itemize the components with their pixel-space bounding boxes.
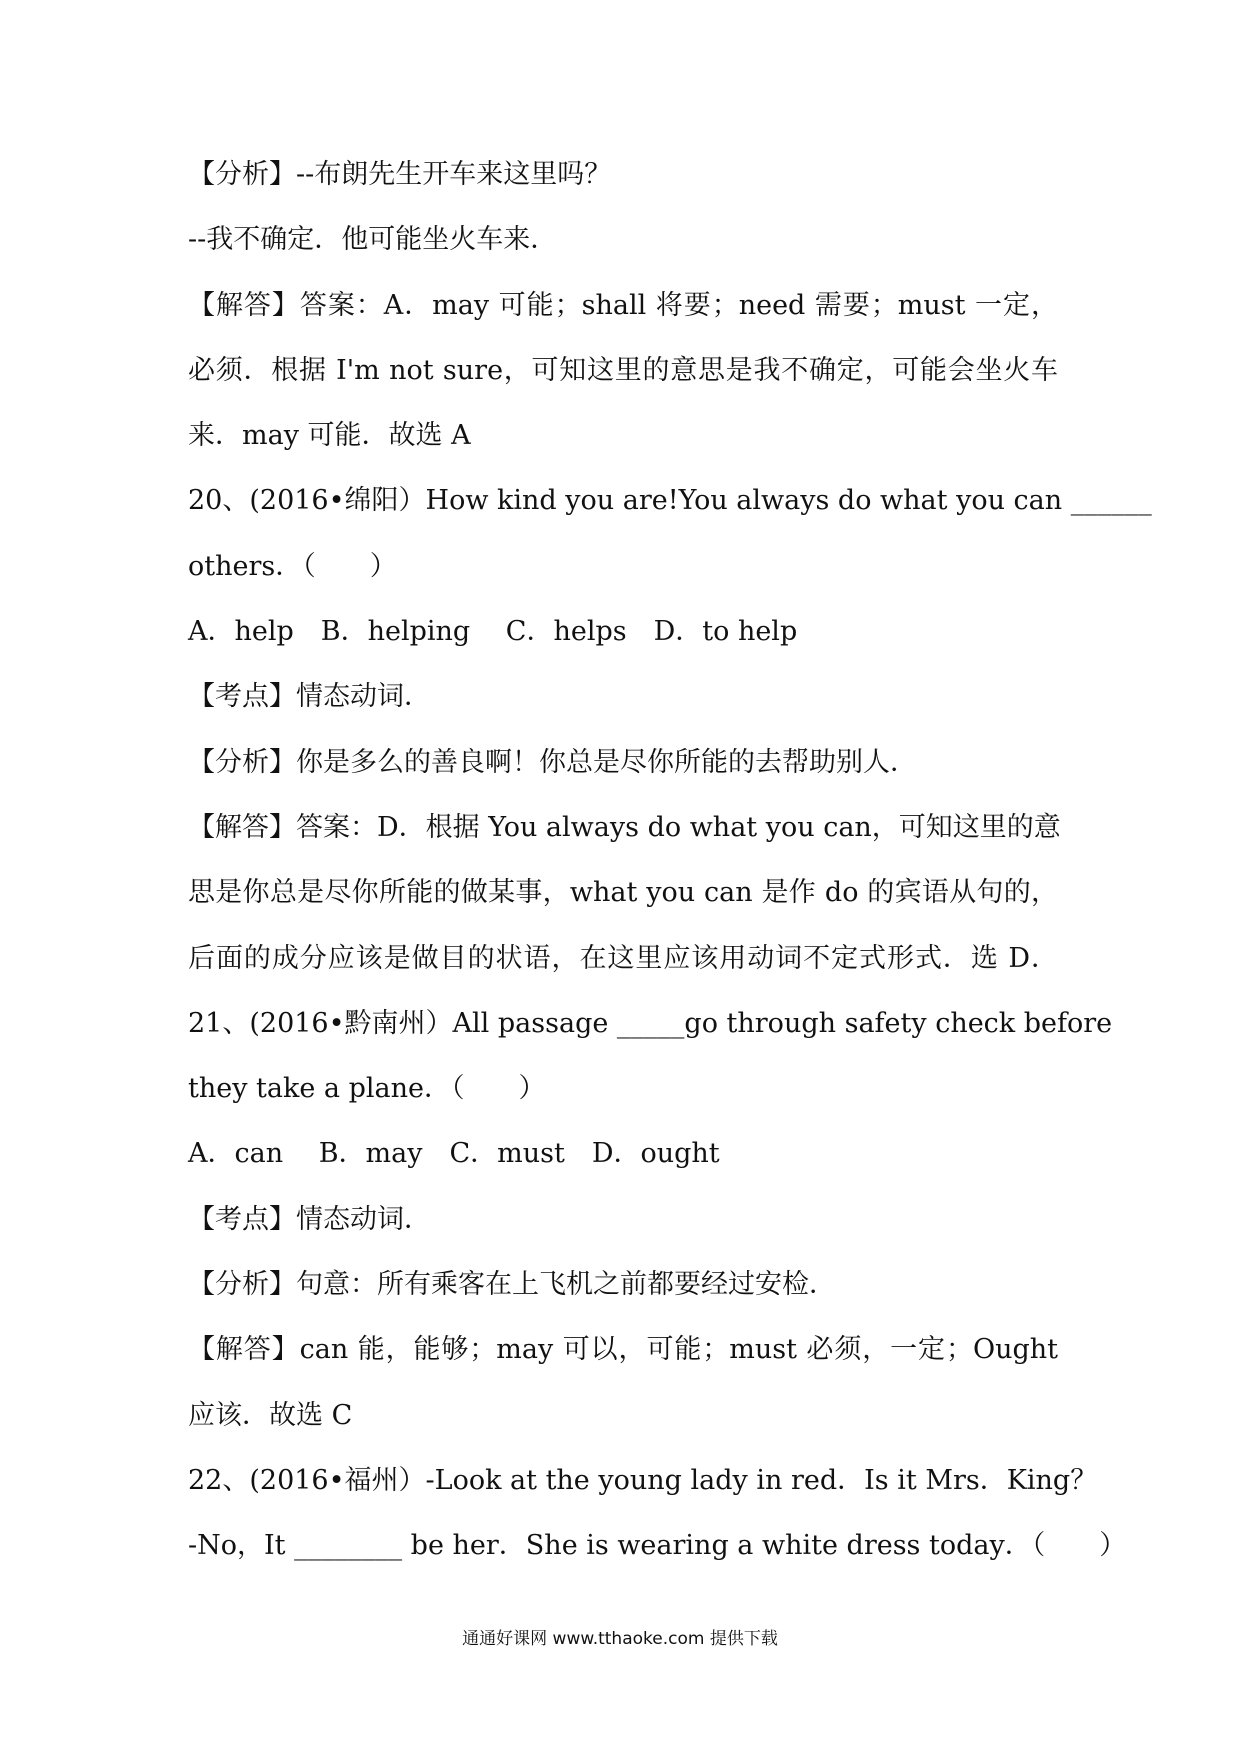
question-20: 20、(2016•绵阳）How kind you are!You always do what you can ______	[188, 485, 1152, 517]
text-line: -No，It ________ be her．She is wearing a white dress today．（ ）	[188, 1530, 1127, 1562]
question-21: 21、(2016•黔南州）All passage _____go through safety check before	[188, 1007, 1113, 1039]
page-footer: 通通好课网 www.tthaoke.com 提供下载	[462, 1629, 778, 1649]
analysis-line: 【分析】--布朗先生开车来这里吗？	[188, 159, 612, 190]
text-line: 思是你总是尽你所能的做某事，what you can 是作 do 的宾语从句的，	[188, 877, 1058, 909]
text-line: they take a plane．（ ）	[188, 1073, 546, 1105]
analysis-line: 【分析】句意：所有乘客在上飞机之前都要经过安检．	[188, 1269, 836, 1301]
text-line: 必须．根据 I'm not sure，可知这里的意思是我不确定，可能会坐火车	[188, 354, 1058, 386]
key-point-line: 【考点】情态动词．	[188, 1203, 431, 1235]
answer-line: 【解答】答案：D．根据 You always do what you can，可知这里的意	[188, 811, 1061, 843]
options-line: A．can B．may C．must D．ought	[188, 1138, 720, 1170]
options-line: A．help B．helping C．helps D．to help	[188, 616, 798, 648]
document-body	[188, 155, 1152, 1592]
text-line: 应该．故选 C	[188, 1399, 353, 1431]
key-point-line: 【考点】情态动词．	[188, 681, 431, 713]
answer-line: 【解答】can 能，能够；may 可以，可能；must 必须，一定；Ought	[188, 1334, 1058, 1366]
answer-line: 【解答】答案：A．may 可能；shall 将要；need 需要；must 一定，	[188, 289, 1058, 321]
analysis-line: 【分析】你是多么的善良啊！你总是尽你所能的去帮助别人．	[188, 746, 917, 778]
question-22: 22、(2016•福州）-Look at the young lady in red．Is it Mrs．King？	[188, 1464, 1098, 1496]
text-line: others．（ ）	[188, 550, 397, 582]
text-line: --我不确定．他可能坐火车来．	[188, 224, 558, 256]
text-line: 来．may 可能．故选 A	[188, 420, 471, 452]
text-line: 后面的成分应该是做目的状语，在这里应该用动词不定式形式．选 D．	[188, 942, 1058, 974]
